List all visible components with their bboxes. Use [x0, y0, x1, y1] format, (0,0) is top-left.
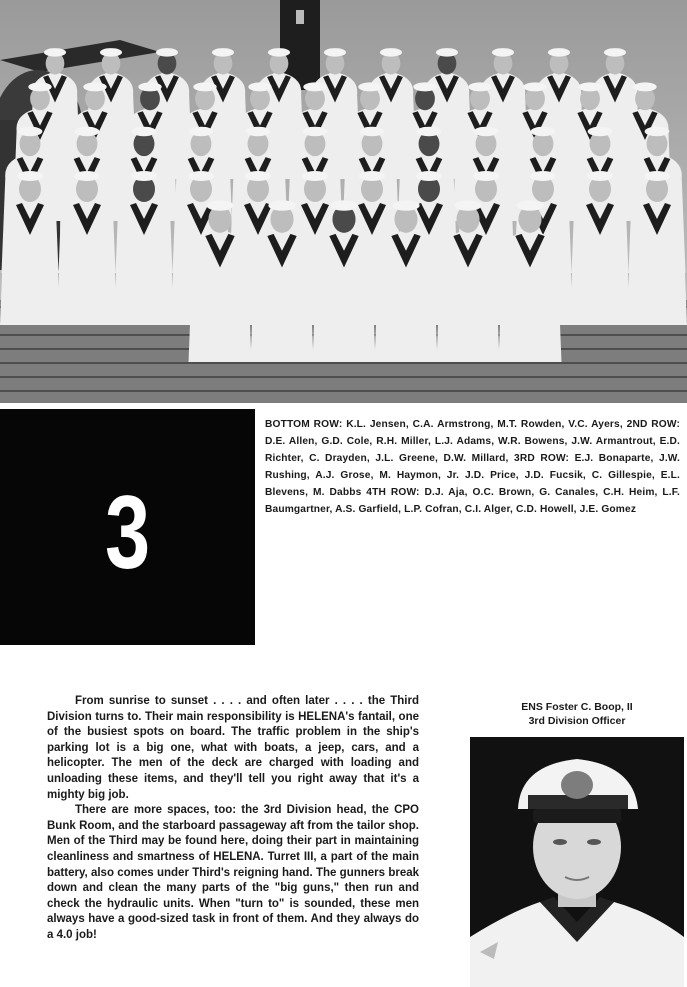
division-number: 3	[104, 475, 151, 591]
division-group-photo	[0, 0, 687, 403]
sailor-rows	[0, 48, 687, 362]
officer-portrait-photo	[470, 737, 684, 987]
roster-caption: BOTTOM ROW: K.L. Jensen, C.A. Armstrong, M.T. Rowden, V.C. Ayers, 2ND ROW: D.E. Allen, G.D. Cole, R.H. Miller, L.J. Adams, W.R. Bowens, J.W. Armantrout, E.D. Richter, C. Drayden, J.L. Greene, D.W. Millard, 3RD ROW: E.J. Bonaparte, J.W. Rushing, A.J. Grose, M. Haymon, Jr. J.D. Price, J.D. Fucsik, C. Gillespie, E.L. Blevens, M. Dabbs 4TH ROW: D.J. Aja, O.C. Brown, G. Canales, C.H. Heim, L.F. Baumgartner, A.S. Garfield, L.P. Cofran, C.I. Alger, C.D. Howell, J.E. Gomez	[265, 419, 680, 515]
officer-portrait-illustration	[470, 737, 684, 987]
officer-name: ENS Foster C. Boop, II	[521, 701, 633, 713]
division-number-block	[0, 409, 255, 645]
article-text	[47, 694, 419, 944]
cap-badge-icon	[561, 771, 593, 799]
officer-caption	[472, 700, 682, 728]
article-paragraph: From sunrise to sunset . . . . and often later . . . . the Third Division turns to. Their main responsibility is HELENA's fantail, one of the busiest spots on board. The traffic problem in the ship's parking lot is a big one, what with boats, a jeep, cars, and a helicopter. The men of the deck are charged with loading and unloading these items, and they'll tell you right away that it's a mighty big job.	[47, 695, 419, 801]
article-paragraph: There are more spaces, too: the 3rd Division head, the CPO Bunk Room, and the starboard passageway aft from the tailor shop. Men of the Third may be found here, doing their part in maintaining cleanliness and smartness of HELENA. Turret III, a part of the main battery, also comes under Third's reigning hand. The gunners break down and clean the many parts of the "big guns," then run and check the hydraulic units. When "turn to" is sounded, these men always have a good-sized task in front of them. And they always do a 4.0 job!	[47, 804, 419, 941]
officer-cap-visor	[533, 809, 621, 823]
group-photo-illustration	[0, 0, 687, 403]
officer-title: 3rd Division Officer	[528, 715, 626, 727]
